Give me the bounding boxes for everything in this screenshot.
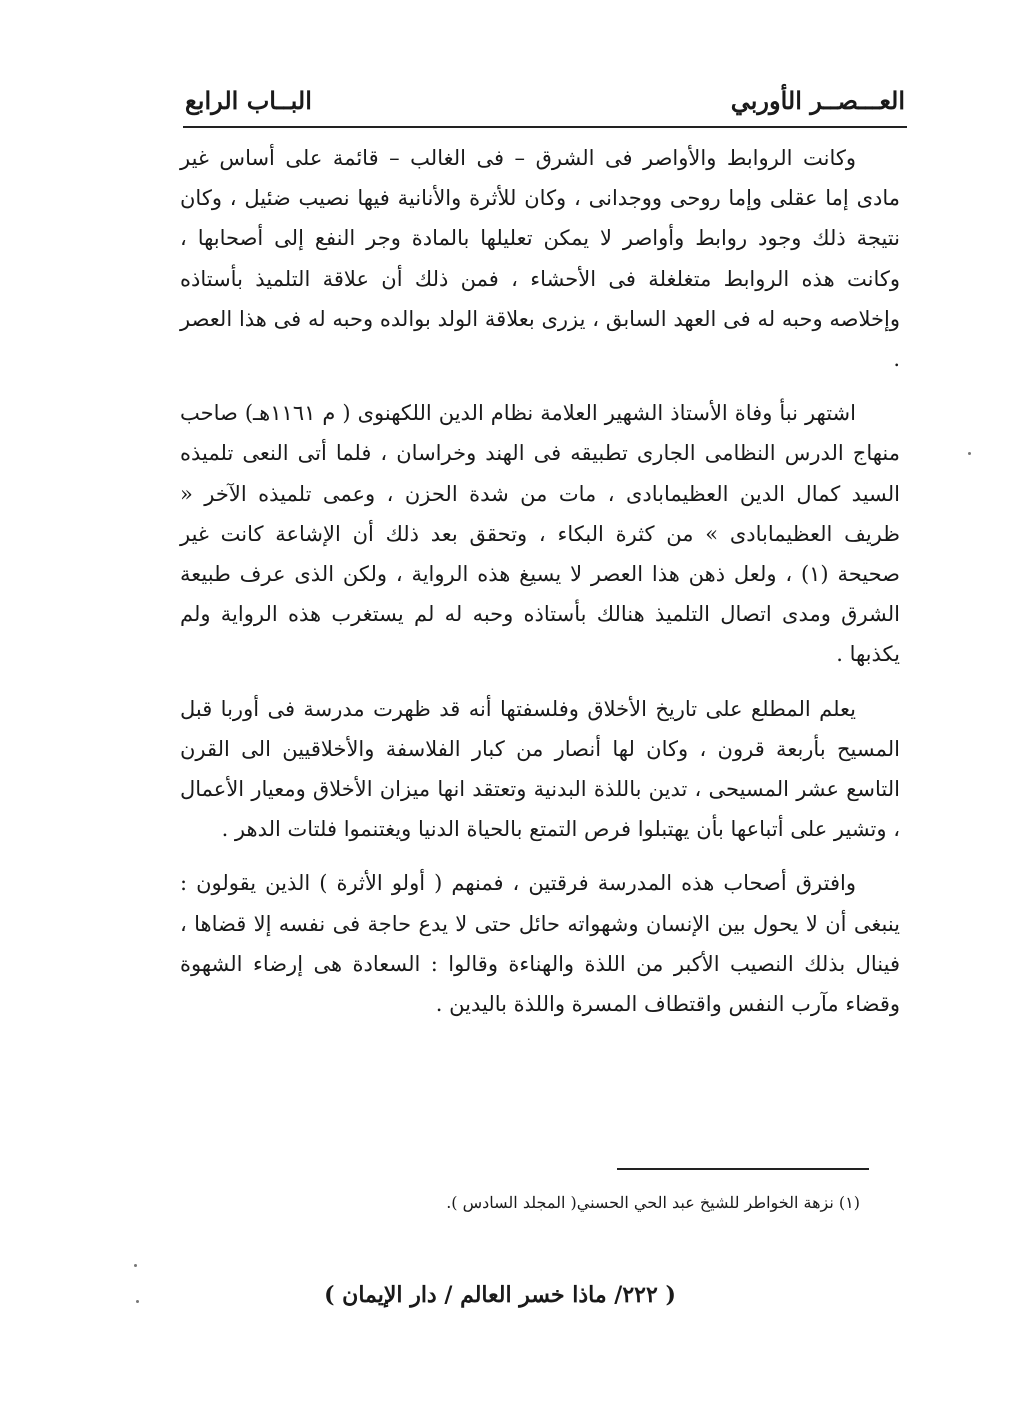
page-footer: ( ٢٢٢/ ماذا خسر العالم / دار الإيمان ) [324, 1282, 676, 1308]
footnote: (١) نزهة الخواطر للشيخ عبد الحي الحسني( المجلد السادس ). [446, 1193, 860, 1212]
header-divider [183, 126, 907, 128]
scan-speck [134, 1264, 137, 1267]
main-text [180, 138, 900, 1024]
scan-speck [968, 452, 971, 455]
running-header [185, 86, 905, 126]
paragraph-1: وكانت الروابط والأواصر فى الشرق – فى الغالب – قائمة على أساس غير مادى إما عقلى وإما روحى ووجدانى ، وكان للأثرة والأنانية فيها نصيب ضئيل ، وكان نتيجة ذلك وجود روابط وأواصر لا يمكن تعليلها بالمادة وجر النفع إلى أصحابها ، وكانت هذه الروابط متغلغلة فى الأحشاء ، فمن ذلك أن علاقة التلميذ بأستاذه وإخلاصه وحبه له فى العهد السابق ، يزرى بعلاقة الولد بوالده وحبه له فى هذا العصر . [180, 146, 900, 372]
header-chapter-title: البــاب الرابع [185, 86, 312, 115]
scan-speck [136, 1300, 139, 1303]
paragraph-2: اشتهر نبأ وفاة الأستاذ الشهير العلامة نظام الدين اللكهنوى ( م ١١٦١هـ) صاحب منهاج الدرس النظامى الجارى تطبيقه فى الهند وخراسان ، فلما أتى النعى تلميذه السيد كمال الدين العظيمابادى ، مات من شدة الحزن ، وعمى تلميذه الآخر « ظريف العظيمابادى » من كثرة البكاء ، وتحقق بعد ذلك أن الإشاعة كانت غير صحيحة (١) ، ولعل ذهن هذا العصر لا يسيغ هذه الرواية ، ولكن الذى عرف طبيعة الشرق ومدى اتصال التلميذ هنالك بأستاذه وحبه له لم يستغرب هذه الرواية ولم يكذبها . [180, 401, 900, 667]
header-section-title: العـــصــر الأوربي [730, 86, 905, 115]
paragraph-3: يعلم المطلع على تاريخ الأخلاق وفلسفتها أنه قد ظهرت مدرسة فى أوربا قبل المسيح بأربعة قرون ، وكان لها أنصار من كبار الفلاسفة والأخلاقيين الى القرن التاسع عشر المسيحى ، تدين باللذة البدنية وتعتقد انها ميزان الأخلاق ومعيار الأعمال ، وتشير على أتباعها بأن يهتبلوا فرص التمتع بالحياة الدنيا ويغتنموا فلتات الدهر . [180, 696, 900, 842]
paragraph-4: وافترق أصحاب هذه المدرسة فرقتين ، فمنهم ( أولو الأثرة ) الذين يقولون : ينبغى أن لا يحول بين الإنسان وشهواته حائل حتى لا يدع حاجة فى نفسه إلا قضاها ، فينال بذلك النصيب الأكبر من اللذة والهناءة وقالوا : السعادة هى إرضاء الشهوة وقضاء مآرب النفس واقتطاف المسرة واللذة باليدين . [180, 871, 900, 1017]
footnote-divider [617, 1168, 869, 1170]
